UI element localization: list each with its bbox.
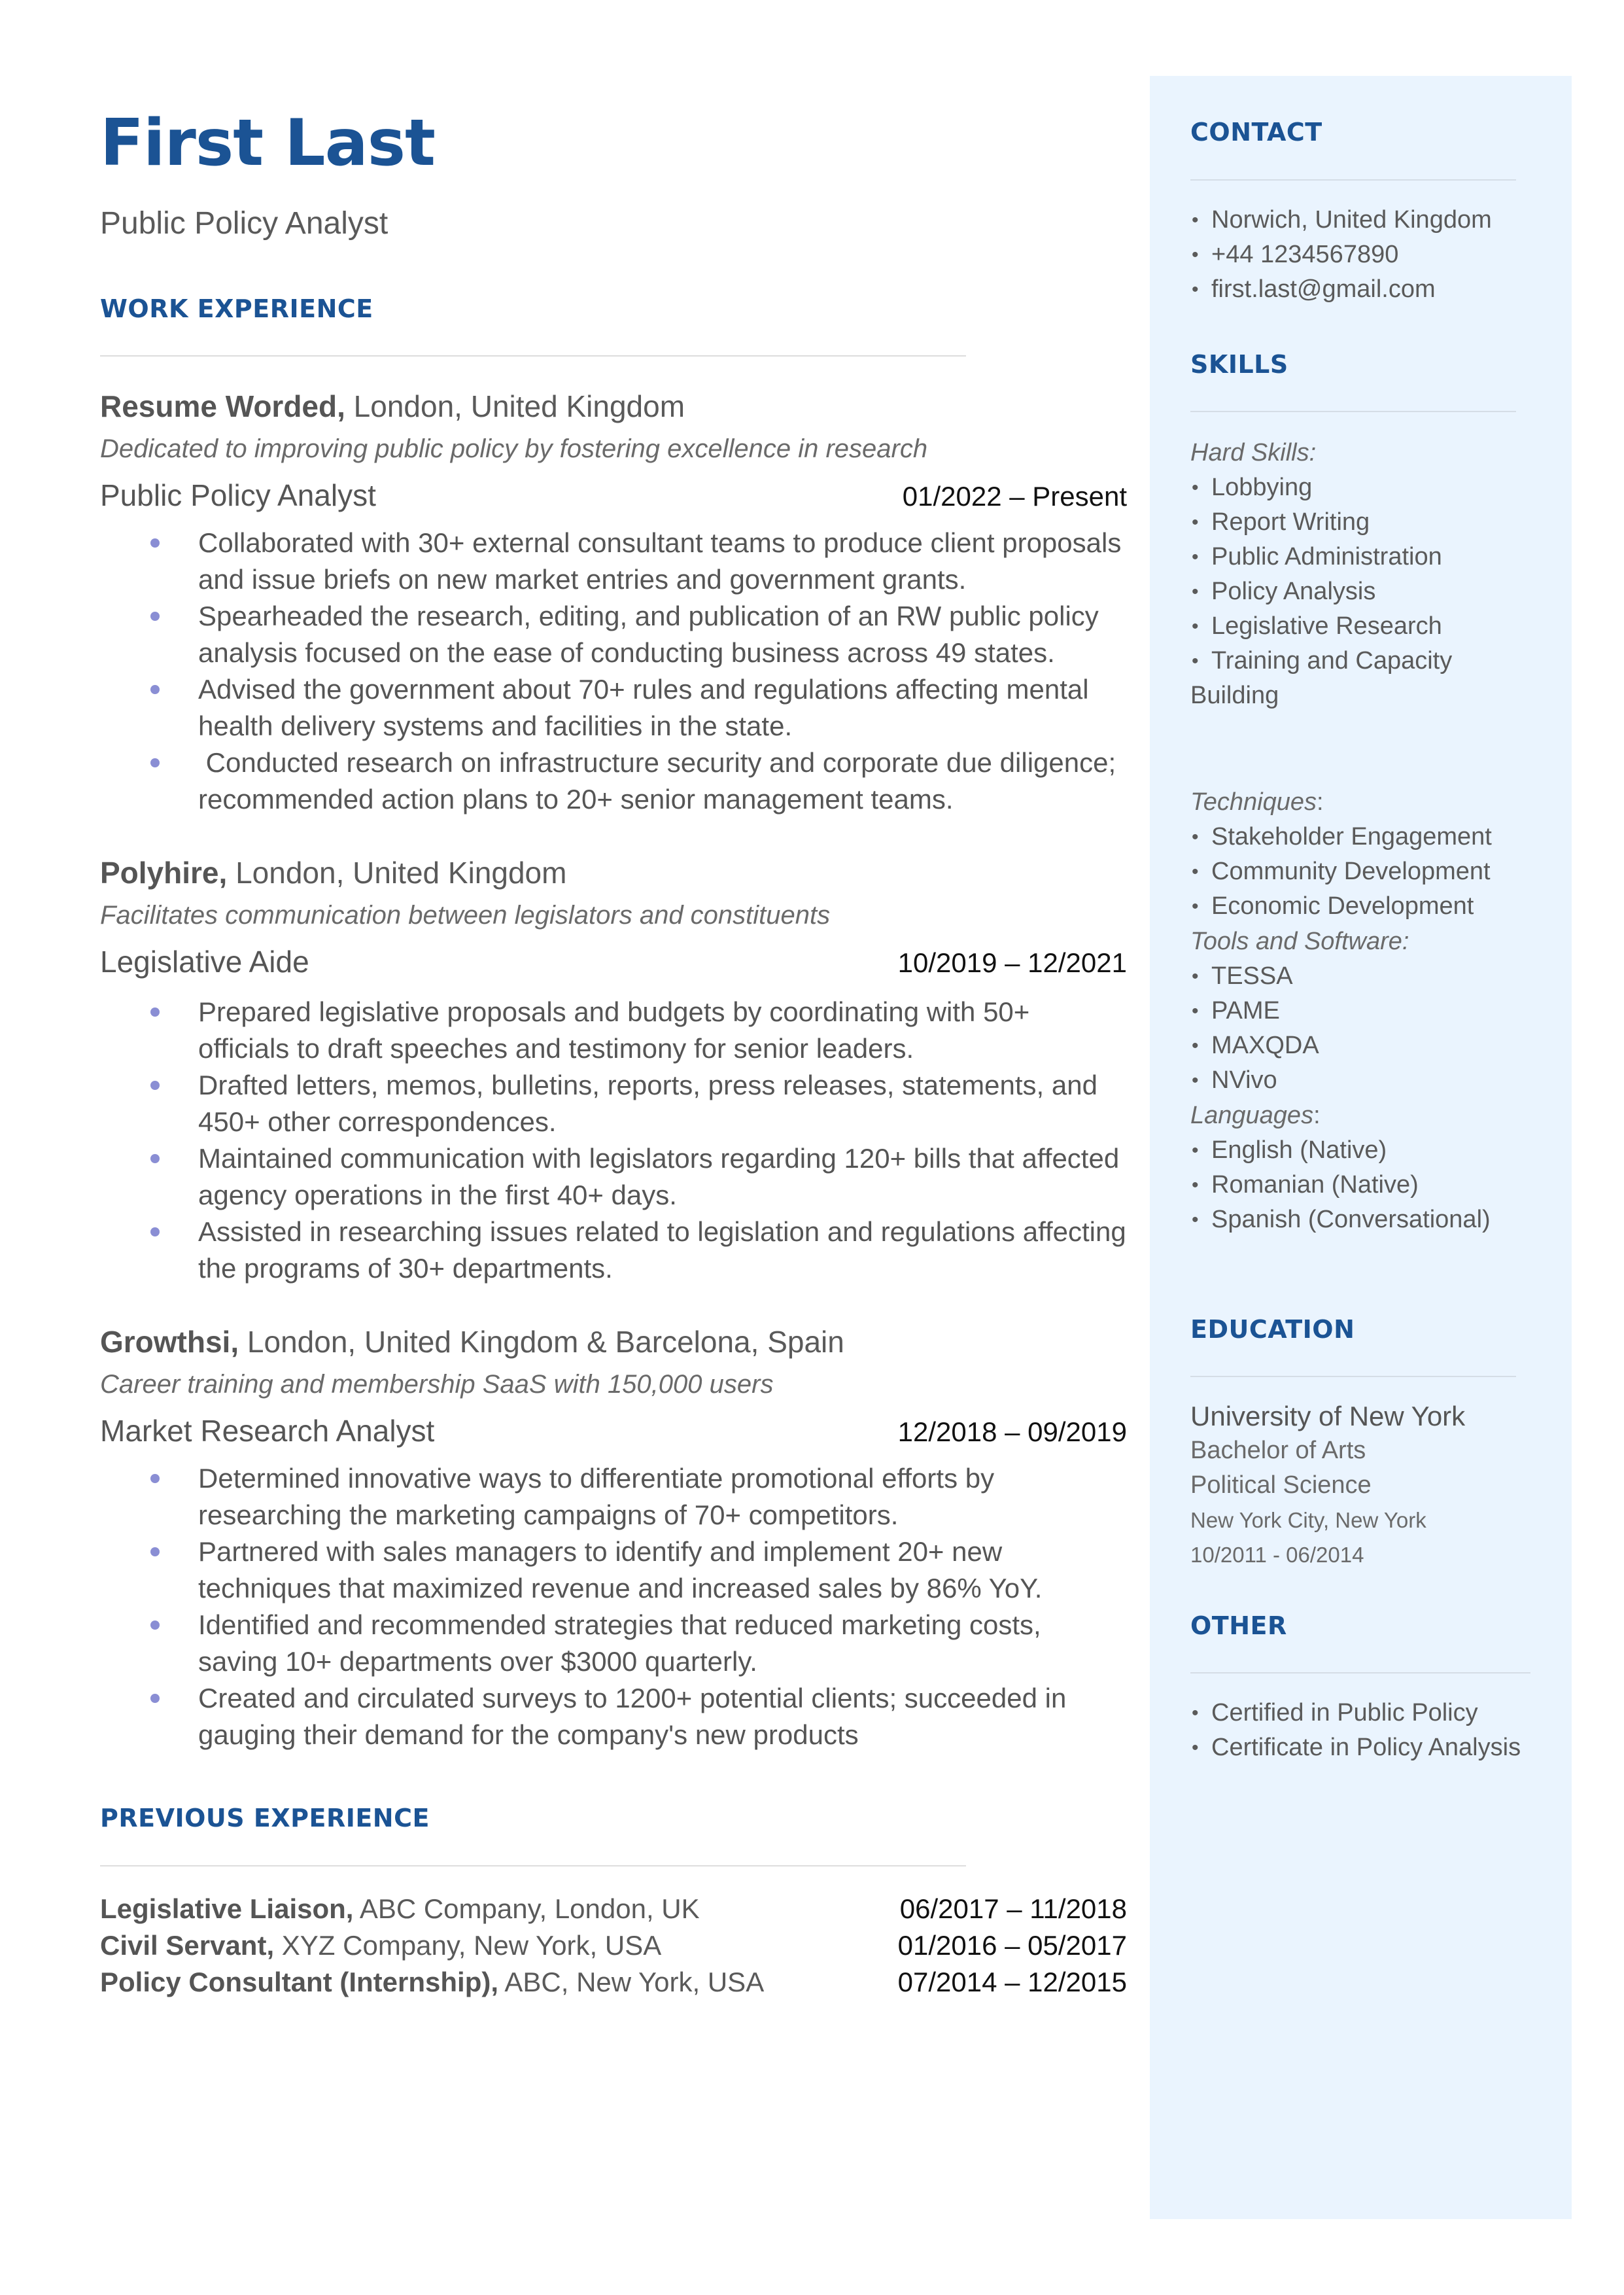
sidebar xyxy=(1150,76,1572,2219)
job-title-row xyxy=(100,480,1127,510)
certification-item: • Certificate in Policy Analysis xyxy=(1190,1730,1521,1765)
bullet-icon: • xyxy=(1192,512,1199,533)
languages-label: Languages: xyxy=(1190,1102,1321,1129)
job-company: Resume Worded, xyxy=(100,389,345,423)
hard-skills-group xyxy=(1190,436,1530,713)
skill-item: • NVivo xyxy=(1190,1063,1530,1098)
bullet-dot-icon xyxy=(150,1694,160,1703)
bullet-icon: • xyxy=(1192,244,1199,266)
previous-role-dates: 07/2014 – 12/2015 xyxy=(897,1967,1127,1997)
bullet-icon: • xyxy=(1192,546,1199,568)
job-title-row xyxy=(100,1416,1127,1446)
job-entry xyxy=(100,858,1127,1287)
bullet-icon: • xyxy=(1192,1070,1199,1091)
bullet-dot-icon xyxy=(150,1081,160,1090)
bullet-item: Maintained communication with legislators regarding 120+ bills that affected agency operations in the first 40+ days. xyxy=(100,1140,1127,1214)
main-column xyxy=(100,106,1127,1997)
skill-item: • Community Development xyxy=(1190,854,1530,889)
hard-skills-list xyxy=(1190,470,1530,713)
job-company: Growthsi, xyxy=(100,1325,239,1359)
techniques-list xyxy=(1190,820,1530,924)
bullet-dot-icon xyxy=(150,612,160,621)
bullet-dot-icon xyxy=(150,1154,160,1163)
education-heading: EDUCATION xyxy=(1190,1315,1355,1344)
previous-role-row xyxy=(100,1891,1127,1927)
job-title: Legislative Aide xyxy=(100,945,309,979)
previous-role-org: XYZ Company, New York, USA xyxy=(274,1930,662,1961)
job-dates: 12/2018 – 09/2019 xyxy=(897,1416,1127,1447)
tools-label: Tools and Software: xyxy=(1190,928,1409,955)
previous-role-dates: 01/2016 – 05/2017 xyxy=(897,1930,1127,1961)
contact-heading: CONTACT xyxy=(1190,118,1322,147)
techniques-group xyxy=(1190,785,1530,924)
job-company-line xyxy=(100,858,1127,888)
contact-location: • Norwich, United Kingdom xyxy=(1190,203,1492,237)
bullet-item: Determined innovative ways to differentiate promotional efforts by researching the marketing campaigns of 70+ competitors. xyxy=(100,1460,1127,1533)
skill-item: • MAXQDA xyxy=(1190,1028,1530,1063)
certification-item: • Certified in Public Policy xyxy=(1190,1696,1521,1730)
bullet-icon: • xyxy=(1192,1000,1199,1022)
tools-group xyxy=(1190,924,1530,1098)
previous-role-org: ABC Company, London, UK xyxy=(353,1893,700,1924)
job-company: Polyhire, xyxy=(100,856,228,890)
bullet-dot-icon xyxy=(150,1227,160,1236)
previous-role-row xyxy=(100,1927,1127,1964)
section-divider xyxy=(1190,411,1516,412)
bullet-icon: • xyxy=(1192,896,1199,917)
skill-item: • Legislative Research xyxy=(1190,609,1530,644)
previous-role-org: ABC, New York, USA xyxy=(498,1967,765,1997)
bullet-icon: • xyxy=(1192,1737,1199,1759)
job-location: London, United Kingdom & Barcelona, Spain xyxy=(239,1325,844,1359)
other-list xyxy=(1190,1696,1521,1765)
bullet-item: Advised the government about 70+ rules and regulations affecting mental health delivery systems and facilities in the state. xyxy=(100,671,1127,745)
candidate-role: Public Policy Analyst xyxy=(100,206,389,241)
bullet-icon: • xyxy=(1192,1702,1199,1724)
work-experience-heading: WORK EXPERIENCE xyxy=(100,294,373,323)
bullet-icon: • xyxy=(1192,209,1199,231)
job-dates: 10/2019 – 12/2021 xyxy=(897,947,1127,978)
bullet-item: Spearheaded the research, editing, and publication of an RW public policy analysis focused on the ease of conducting business across 49 states. xyxy=(100,598,1127,671)
previous-experience-heading: PREVIOUS EXPERIENCE xyxy=(100,1804,430,1832)
previous-role-title: Civil Servant, xyxy=(100,1930,275,1961)
languages-list xyxy=(1190,1133,1530,1237)
job-bullets xyxy=(100,994,1127,1287)
education-dates: 10/2011 - 06/2014 xyxy=(1190,1543,1364,1567)
education-school: University of New York xyxy=(1190,1401,1466,1431)
job-title: Market Research Analyst xyxy=(100,1414,435,1448)
bullet-item: Assisted in researching issues related to legislation and regulations affecting the programs of 30+ departments. xyxy=(100,1214,1127,1287)
language-item: • Romanian (Native) xyxy=(1190,1168,1530,1202)
skill-item: • PAME xyxy=(1190,994,1530,1028)
skills-heading: SKILLS xyxy=(1190,350,1288,379)
contact-email[interactable]: • first.last@gmail.com xyxy=(1190,272,1492,307)
hard-skills-label: Hard Skills: xyxy=(1190,439,1317,466)
skill-item: • Lobbying xyxy=(1190,470,1530,505)
job-title: Public Policy Analyst xyxy=(100,478,376,512)
education-entry xyxy=(1190,1399,1530,1572)
section-divider xyxy=(100,355,966,357)
bullet-dot-icon xyxy=(150,758,160,767)
previous-experience-list xyxy=(100,1891,1127,2001)
contact-list xyxy=(1190,203,1492,307)
language-item: • Spanish (Conversational) xyxy=(1190,1202,1530,1237)
previous-role-dates: 06/2017 – 11/2018 xyxy=(899,1893,1127,1924)
education-location: New York City, New York xyxy=(1190,1508,1426,1532)
skill-item: • Report Writing xyxy=(1190,505,1530,540)
education-degree: Bachelor of Arts xyxy=(1190,1437,1366,1464)
bullet-dot-icon xyxy=(150,538,160,548)
job-description: Facilitates communication between legislators and constituents xyxy=(100,901,831,930)
job-title-row xyxy=(100,947,1127,977)
bullet-icon: • xyxy=(1192,966,1199,987)
section-divider xyxy=(100,1865,966,1866)
job-entry xyxy=(100,391,1127,818)
education-field: Political Science xyxy=(1190,1471,1372,1499)
bullet-item: Collaborated with 30+ external consultant teams to produce client proposals and issue briefs on new market entries and government grants. xyxy=(100,525,1127,598)
job-location: London, United Kingdom xyxy=(345,389,685,423)
job-bullets xyxy=(100,525,1127,818)
bullet-icon: • xyxy=(1192,616,1199,637)
other-heading: OTHER xyxy=(1190,1611,1287,1640)
skill-item: • Public Administration xyxy=(1190,540,1530,574)
bullet-icon: • xyxy=(1192,861,1199,883)
job-dates: 01/2022 – Present xyxy=(902,481,1127,512)
section-divider xyxy=(1190,1672,1530,1673)
bullet-icon: • xyxy=(1192,279,1199,300)
skill-item: • TESSA xyxy=(1190,959,1530,994)
skill-item: • Economic Development xyxy=(1190,889,1530,924)
bullet-item: Conducted research on infrastructure security and corporate due diligence; recommended action plans to 20+ senior management teams. xyxy=(100,745,1127,818)
bullet-dot-icon xyxy=(150,685,160,694)
job-entry xyxy=(100,1327,1127,1753)
tools-list xyxy=(1190,959,1530,1098)
bullet-icon: • xyxy=(1192,826,1199,848)
section-divider xyxy=(1190,179,1516,181)
bullet-dot-icon xyxy=(150,1621,160,1630)
job-description: Dedicated to improving public policy by fostering excellence in research xyxy=(100,434,928,463)
candidate-name: First Last xyxy=(100,106,435,181)
job-location: London, United Kingdom xyxy=(227,856,567,890)
previous-role-row xyxy=(100,1964,1127,2001)
bullet-icon: • xyxy=(1192,1035,1199,1057)
bullet-dot-icon xyxy=(150,1474,160,1483)
bullet-item: Prepared legislative proposals and budgets by coordinating with 50+ officials to draft speeches and testimony for senior leaders. xyxy=(100,994,1127,1067)
job-company-line xyxy=(100,1327,1127,1357)
bullet-item: Identified and recommended strategies that reduced marketing costs, saving 10+ departments over $3000 quarterly. xyxy=(100,1607,1127,1680)
bullet-item: Partnered with sales managers to identify and implement 20+ new techniques that maximized revenue and increased sales by 86% YoY. xyxy=(100,1533,1127,1607)
job-description: Career training and membership SaaS with 150,000 users xyxy=(100,1370,774,1399)
language-item: • English (Native) xyxy=(1190,1133,1530,1168)
job-company-line xyxy=(100,391,1127,421)
bullet-icon: • xyxy=(1192,650,1199,672)
bullet-icon: • xyxy=(1192,581,1199,603)
job-bullets xyxy=(100,1460,1127,1753)
bullet-dot-icon xyxy=(150,1547,160,1556)
bullet-icon: • xyxy=(1192,477,1199,499)
bullet-icon: • xyxy=(1192,1174,1199,1196)
previous-role-title: Policy Consultant (Internship), xyxy=(100,1967,499,1997)
skill-item: • Policy Analysis xyxy=(1190,574,1530,609)
bullet-item: Created and circulated surveys to 1200+ potential clients; succeeded in gauging their demand for the company's new products xyxy=(100,1680,1127,1753)
languages-group xyxy=(1190,1098,1530,1237)
previous-role-title: Legislative Liaison, xyxy=(100,1893,354,1924)
bullet-item: Drafted letters, memos, bulletins, reports, press releases, statements, and 450+ other correspondences. xyxy=(100,1067,1127,1140)
bullet-icon: • xyxy=(1192,1140,1199,1161)
techniques-label: Techniques: xyxy=(1190,788,1324,816)
section-divider xyxy=(1190,1376,1516,1377)
contact-phone: • +44 1234567890 xyxy=(1190,237,1492,272)
skill-item: • Training and Capacity Building xyxy=(1190,644,1530,713)
skill-item: • Stakeholder Engagement xyxy=(1190,820,1530,854)
bullet-icon: • xyxy=(1192,1209,1199,1231)
bullet-dot-icon xyxy=(150,1007,160,1017)
